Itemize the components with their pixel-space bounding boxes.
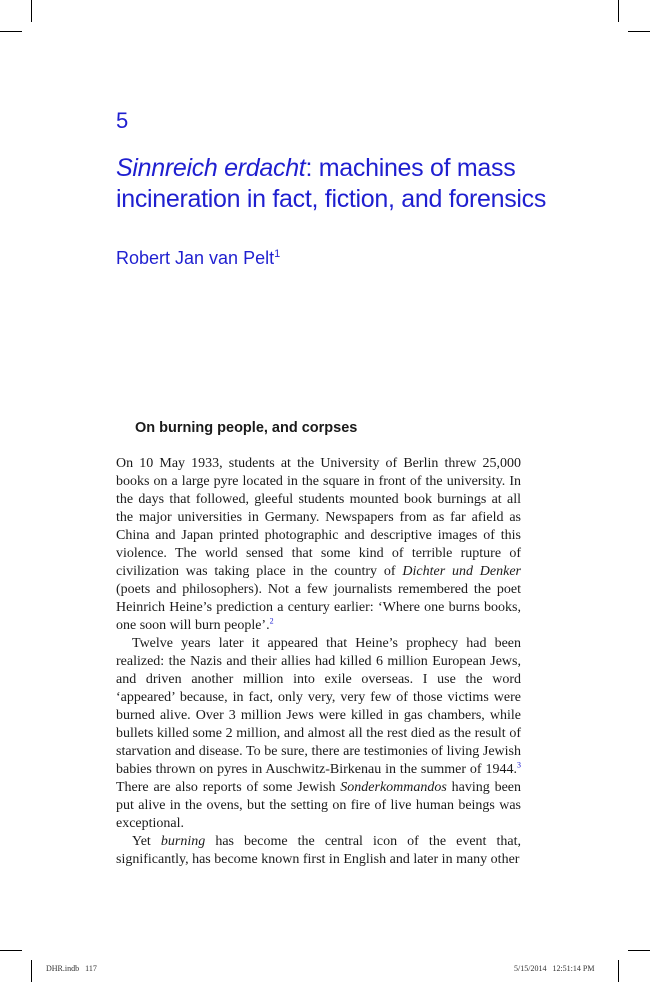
chapter-title <box>116 153 576 215</box>
paragraph <box>116 455 521 635</box>
paragraph-text: Yet <box>132 834 161 849</box>
crop-mark <box>618 960 619 982</box>
footer-timestamp: 5/15/2014 12:51:14 PM <box>514 964 595 973</box>
author-name <box>116 248 280 269</box>
footnote-ref[interactable]: 3 <box>517 760 521 770</box>
italic-text: Dichter und Denker <box>402 564 522 579</box>
paragraph-text: having been put alive in the ovens, but the setting on fire of live human beings was exceptional. <box>116 780 522 831</box>
paragraph <box>116 635 521 833</box>
crop-mark <box>0 31 22 32</box>
paragraph <box>116 833 521 869</box>
chapter-number: 5 <box>116 108 129 133</box>
crop-mark <box>31 960 32 982</box>
author-footnote-ref[interactable]: 1 <box>274 248 281 260</box>
chapter-title-rest: : machines of mass incineration in fact, fiction, and forensics <box>116 154 547 213</box>
crop-mark <box>31 0 32 22</box>
paragraph-text: has become the central icon of the event that, significantly, has become known first in English and later in many other <box>116 834 521 867</box>
body-text <box>116 455 521 869</box>
chapter-title-italic: Sinnreich erdacht <box>116 154 306 182</box>
italic-text: burning <box>160 834 206 849</box>
crop-mark <box>0 950 22 951</box>
section-heading: On burning people, and corpses <box>135 420 358 436</box>
paragraph-text: There are also reports of some Jewish <box>116 780 341 795</box>
paragraph-text: On 10 May 1933, students at the University of Berlin threw 25,000 books on a large pyre located in the square in front of the university. In the days that followed, gleeful students mounted book burnings at all the major universities in Germany. Newspapers from as far afield as China and Japan printed photographic and descriptive images of this violence. The world sensed that some kind of terrible rupture of civilization was taking place in the country of <box>116 456 521 579</box>
crop-mark <box>628 31 650 32</box>
footer-file-info: DHR.indb 117 <box>46 964 97 973</box>
author-label: Robert Jan van Pelt <box>116 248 275 268</box>
italic-text: Sonderkommandos <box>340 780 447 795</box>
paragraph-text: Twelve years later it appeared that Heine’s prophecy had been realized: the Nazis and their allies had killed 6 million European Jews, and driven another million into exile overseas. I use the word ‘appeared’ because, in fact, only very, very few of those victims were burned alive. Over 3 million Jews were killed in gas chambers, while bullets killed some 2 million, and almost all the rest died as the result of starvation and disease. To be sure, there are testimonies of living Jewish babies thrown on pyres in Auschwitz-Birkenau in the summer of 1944. <box>116 636 521 777</box>
crop-mark <box>628 950 650 951</box>
paragraph-text: (poets and philosophers). Not a few journalists remembered the poet Heinrich Heine’s prediction a century earlier: ‘Where one burns books, one soon will burn people’. <box>116 582 521 633</box>
crop-mark <box>618 0 619 22</box>
footnote-ref[interactable]: 2 <box>269 616 274 626</box>
